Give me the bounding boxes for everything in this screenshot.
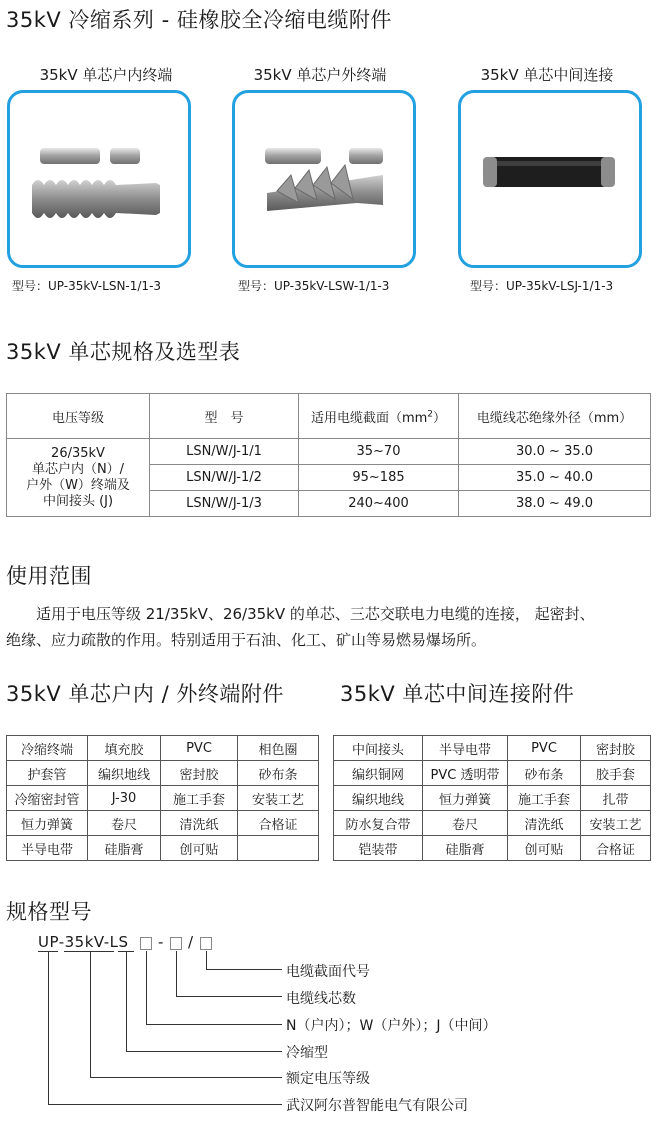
- spec-row-2-model: LSN/W/J-1/2: [150, 465, 299, 491]
- table-row: 编织地线 恒力弹簧 施工手套 扎带: [334, 786, 651, 811]
- spec-row-3-section: 240~400: [299, 491, 459, 517]
- code-label-cores: 电缆线芯数: [286, 991, 356, 1007]
- table-row: 冷缩密封管 J-30 施工手套 安装工艺: [7, 786, 319, 811]
- model-code-prefix: UP-35kV-LS: [38, 933, 129, 951]
- product-image-joint: [458, 90, 642, 268]
- indoor-termination-image: [10, 93, 188, 265]
- accessories-right-title: 35kV 单芯中间连接附件: [340, 682, 575, 706]
- spec-table: [6, 393, 651, 517]
- accessories-left-table: [6, 735, 319, 861]
- spec-row-1-diameter: 30.0 ~ 35.0: [459, 439, 651, 465]
- product-image-outdoor: [232, 90, 416, 268]
- code-label-voltage: 额定电压等级: [286, 1071, 370, 1087]
- spec-header-insulation-diameter: 电缆线芯绝缘外径（mm）: [459, 394, 651, 439]
- code-label-company: 武汉阿尔普智能电气有限公司: [286, 1098, 468, 1114]
- joint-image: [461, 93, 639, 265]
- spec-row-3-model: LSN/W/J-1/3: [150, 491, 299, 517]
- spec-header-cross-section: 适用电缆截面$(mm^2)$: [299, 394, 459, 439]
- product-title-joint: 35kV 单芯中间连接: [480, 66, 614, 84]
- spec-row-1-model: LSN/W/J-1/1: [150, 439, 299, 465]
- spec-row-1-section: 35~70: [299, 439, 459, 465]
- product-model-joint: 型号：UP-35kV-LSJ-1/1-3: [470, 279, 614, 293]
- product-model-indoor: 型号：UP-35kV-LSN-1/1-3: [12, 279, 162, 293]
- code-sep-1: -: [158, 933, 164, 951]
- code-label-type: N（户内）；W（户外）；J（中间）: [286, 1018, 497, 1034]
- code-label-cold-shrink: 冷缩型: [286, 1045, 328, 1061]
- usage-line-2: 绝缘、应力疏散的作用。特别适用于石油、化工、矿山等易燃易爆场所。: [6, 631, 487, 649]
- product-model-outdoor: 型号：UP-35kV-LSW-1/1-3: [238, 279, 390, 293]
- usage-line-1: 适用于电压等级 21/35kV、26/35kV 的单芯、三芯交联电力电缆的连接， 起密封、: [36, 605, 595, 623]
- code-label-section: 电缆截面代号: [286, 964, 370, 980]
- spec-row-2-section: 95~185: [299, 465, 459, 491]
- table-row: 护套管 编织地线 密封胶 砂布条: [7, 761, 319, 786]
- spec-header-model: 型 号: [150, 394, 299, 439]
- table-row: 编织铜网 PVC 透明带 砂布条 胶手套: [334, 761, 651, 786]
- product-title-indoor: 35kV 单芯户内终端: [39, 66, 173, 84]
- product-title-outdoor: 35kV 单芯户外终端: [253, 66, 387, 84]
- code-slot-cores: [170, 937, 182, 950]
- outdoor-termination-image: [235, 93, 413, 265]
- accessories-right-table: [333, 735, 651, 861]
- spec-section-title: 35kV 单芯规格及选型表: [6, 340, 241, 364]
- code-slot-section: [200, 937, 212, 950]
- page-title: 35kV 冷缩系列 - 硅橡胶全冷缩电缆附件: [6, 8, 392, 32]
- spec-voltage-cell: 26/35kV 单芯户内（N）/ 户外（W）终端及 中间接头 (J): [7, 439, 150, 517]
- usage-paragraph: [6, 601, 646, 653]
- spec-row-3-diameter: 38.0 ~ 49.0: [459, 491, 651, 517]
- spec-row-2-diameter: 35.0 ~ 40.0: [459, 465, 651, 491]
- table-row: 半导电带 硅脂膏 创可贴: [7, 836, 319, 861]
- product-image-indoor: [7, 90, 191, 268]
- model-code-title: 规格型号: [6, 900, 92, 924]
- accessories-left-title: 35kV 单芯户内 / 外终端附件: [6, 682, 284, 706]
- table-row: 恒力弹簧 卷尺 清洗纸 合格证: [7, 811, 319, 836]
- code-slot-type: [140, 937, 152, 950]
- usage-title: 使用范围: [6, 564, 92, 588]
- code-sep-2: /: [188, 933, 194, 951]
- table-row: 防水复合带 卷尺 清洗纸 安装工艺: [334, 811, 651, 836]
- table-row: 铠装带 硅脂膏 创可贴 合格证: [334, 836, 651, 861]
- spec-header-voltage: 电压等级: [7, 394, 150, 439]
- model-code: [38, 933, 129, 951]
- table-row: 冷缩终端 填充胶 PVC 相色圈: [7, 736, 319, 761]
- table-row: 中间接头 半导电带 PVC 密封胶: [334, 736, 651, 761]
